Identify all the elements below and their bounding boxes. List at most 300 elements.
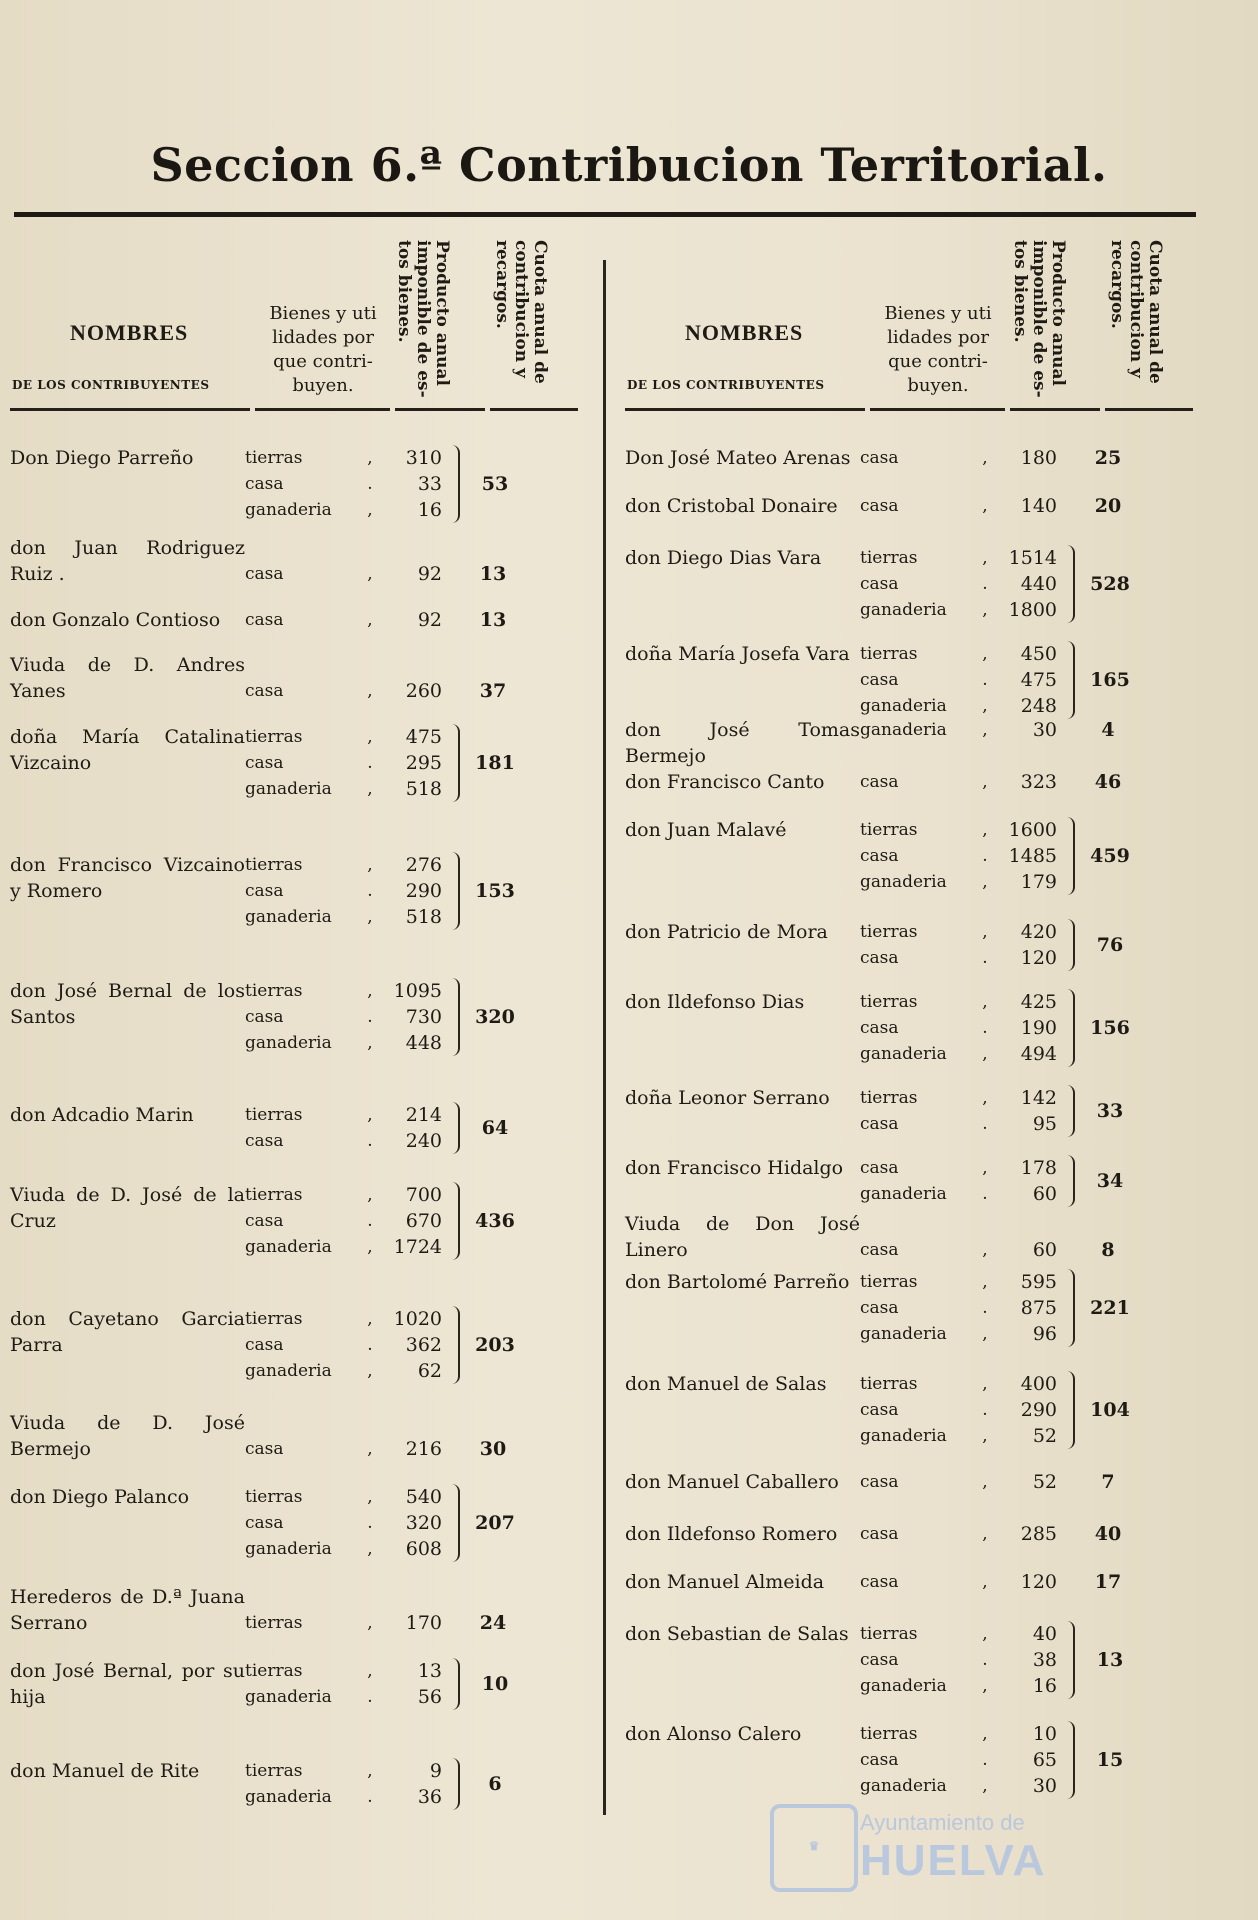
brace [1063, 1721, 1075, 1799]
asset-line [860, 1295, 995, 1321]
asset-line [245, 1484, 380, 1510]
quota-value: 24 [479, 1612, 507, 1634]
asset-line [245, 1684, 380, 1710]
product-value: 120 [1020, 947, 1057, 969]
asset-line [245, 1784, 380, 1810]
header-rule [255, 408, 390, 411]
product-value: 290 [405, 880, 442, 902]
product-value: 52 [1032, 1471, 1057, 1493]
brace [448, 724, 460, 802]
asset-line [860, 1085, 995, 1111]
table-row [10, 1306, 578, 1410]
title-rule [14, 212, 1196, 217]
asset-line [245, 978, 380, 1004]
contributor-name: don Manuel Caballero [625, 1471, 839, 1493]
column-divider [603, 260, 606, 1815]
asset-list [860, 817, 995, 895]
contributor-name: don Ildefonso Dias [625, 991, 805, 1013]
leader-dot: , [367, 1539, 373, 1559]
asset-type: casa [860, 574, 899, 594]
product-value: 518 [405, 778, 442, 800]
quota-value: 13 [479, 609, 507, 631]
quota-value: 46 [1094, 771, 1122, 793]
leader-dot: . [367, 474, 373, 494]
asset-type: casa [860, 1650, 899, 1670]
asset-type: casa [245, 1335, 284, 1355]
asset-type: tierras [860, 1272, 918, 1292]
asset-line [860, 989, 995, 1015]
product-value: 320 [405, 1512, 442, 1534]
product-value: 310 [405, 447, 442, 469]
quota-value: 20 [1094, 495, 1122, 517]
contributor-name: don Alonso Calero [625, 1723, 802, 1745]
asset-list [245, 1102, 380, 1154]
leader-dot: . [982, 1018, 988, 1038]
asset-line [860, 571, 995, 597]
table-row [10, 1484, 578, 1584]
product-value: 608 [405, 1538, 442, 1560]
asset-line [860, 1569, 995, 1595]
left-entries [10, 445, 578, 1828]
asset-line [245, 724, 380, 750]
leader-dot: . [982, 1114, 988, 1134]
product-value: 425 [1020, 991, 1057, 1013]
brace [448, 1610, 458, 1636]
product-value: 30 [1032, 1775, 1057, 1797]
product-values [380, 1102, 448, 1154]
names-header-title: NOMBRES [685, 320, 804, 345]
asset-list [245, 724, 380, 802]
leader-dot: . [982, 846, 988, 866]
quota-value: 76 [1096, 934, 1124, 956]
asset-line [245, 445, 380, 471]
contributor-name: don Manuel de Rite [10, 1760, 200, 1782]
asset-type: ganaderia [245, 1361, 332, 1381]
table-row [10, 1410, 578, 1484]
asset-type: ganaderia [860, 696, 947, 716]
asset-type: tierras [245, 1185, 303, 1205]
product-value: 16 [417, 499, 442, 521]
table-row [625, 769, 1195, 817]
leader-dot: , [982, 1524, 988, 1544]
product-value: 362 [405, 1334, 442, 1356]
product-value: 214 [405, 1104, 442, 1126]
table-row [625, 989, 1195, 1085]
contributor-name: don Diego Palanco [10, 1486, 190, 1508]
contributor-name: don Gonzalo Contioso [10, 609, 221, 631]
product-value: 170 [405, 1612, 442, 1634]
product-value: 260 [405, 680, 442, 702]
brace [1063, 1469, 1073, 1495]
asset-line [245, 1510, 380, 1536]
product-values [380, 724, 448, 802]
contributor-name: don Manuel de Salas [625, 1373, 827, 1395]
contributor-name: Don Diego Parreño [10, 447, 194, 469]
asset-line [245, 1208, 380, 1234]
product-value: 540 [405, 1486, 442, 1508]
leader-dot: . [367, 881, 373, 901]
table-row [10, 978, 578, 1102]
product-value: 142 [1020, 1087, 1057, 1109]
leader-dot: , [367, 1487, 373, 1507]
column-header [10, 240, 578, 405]
brace [1063, 445, 1073, 471]
product-values [995, 1621, 1063, 1699]
asset-line [860, 1181, 995, 1207]
product-values [995, 493, 1063, 519]
table-row [10, 852, 578, 978]
leader-dot: , [982, 1324, 988, 1344]
product-values [995, 1155, 1063, 1207]
producto-header: Producto anual imponible de es- tos bienes. [394, 240, 452, 398]
leader-dot: . [367, 1007, 373, 1027]
asset-type: casa [245, 881, 284, 901]
leader-dot: , [982, 1676, 988, 1696]
product-value: 730 [405, 1006, 442, 1028]
leader-dot: , [367, 448, 373, 468]
brace [448, 1436, 458, 1462]
product-value: 400 [1020, 1373, 1057, 1395]
product-value: 1095 [393, 980, 442, 1002]
asset-list [860, 769, 995, 795]
leader-dot: . [982, 1750, 988, 1770]
asset-line [860, 1397, 995, 1423]
table-row [10, 724, 578, 852]
asset-line [245, 1610, 380, 1636]
asset-list [245, 978, 380, 1056]
asset-line [245, 1128, 380, 1154]
header-rule [395, 408, 485, 411]
asset-line [860, 1773, 995, 1799]
bienes-header-line: lidades por [272, 327, 374, 348]
product-value: 240 [405, 1130, 442, 1152]
asset-line [860, 1521, 995, 1547]
asset-list [245, 607, 380, 633]
product-value: 440 [1020, 573, 1057, 595]
leader-dot: , [367, 1661, 373, 1681]
asset-type: casa [245, 753, 284, 773]
brace [1063, 717, 1073, 743]
asset-line [860, 1237, 995, 1263]
table-row [625, 1155, 1195, 1211]
names-header-subtitle: DE LOS CONTRIBUYENTES [627, 378, 825, 392]
table-row [625, 1621, 1195, 1721]
leader-dot: . [367, 1211, 373, 1231]
product-value: 248 [1020, 695, 1057, 717]
asset-line [245, 471, 380, 497]
asset-type: tierras [245, 448, 303, 468]
leader-dot: , [982, 644, 988, 664]
contributor-name: don Francisco Canto [625, 771, 825, 793]
asset-type: tierras [245, 1613, 303, 1633]
asset-line [245, 1358, 380, 1384]
product-values [995, 919, 1063, 971]
quota-value: 207 [475, 1512, 515, 1534]
asset-type: tierras [860, 1724, 918, 1744]
quota-value: 25 [1094, 447, 1122, 469]
asset-type: ganaderia [860, 600, 947, 620]
asset-type: casa [860, 448, 899, 468]
bienes-header-line: que contri- [888, 351, 988, 372]
leader-dot: . [982, 1184, 988, 1204]
asset-type: tierras [860, 1088, 918, 1108]
asset-list [860, 1371, 995, 1449]
brace [448, 561, 458, 587]
cuota-header: Cuota anual de contribucion y recargos. [1107, 240, 1165, 384]
table-row [625, 1269, 1195, 1371]
asset-list [860, 1155, 995, 1207]
asset-list [860, 1621, 995, 1699]
brace [1063, 1155, 1075, 1207]
asset-line [860, 1673, 995, 1699]
asset-line [860, 1111, 995, 1137]
asset-list [860, 1085, 995, 1137]
product-value: 60 [1032, 1183, 1057, 1205]
asset-line [860, 597, 995, 623]
asset-type: ganaderia [245, 500, 332, 520]
asset-list [245, 1758, 380, 1810]
asset-type: ganaderia [245, 779, 332, 799]
product-value: 518 [405, 906, 442, 928]
leader-dot: , [982, 1572, 988, 1592]
bienes-header [868, 302, 1008, 398]
product-values [380, 1610, 448, 1636]
asset-type: casa [860, 772, 899, 792]
quota-value: 528 [1090, 573, 1130, 595]
contributor-name: Viuda de D. Andres Yanes [10, 654, 245, 702]
product-value: 190 [1020, 1017, 1057, 1039]
product-value: 65 [1032, 1749, 1057, 1771]
asset-type: tierras [245, 855, 303, 875]
leader-dot: , [367, 1105, 373, 1125]
asset-list [245, 1182, 380, 1260]
leader-dot: , [982, 922, 988, 942]
asset-type: casa [245, 564, 284, 584]
asset-line [860, 667, 995, 693]
brace [448, 978, 460, 1056]
product-value: 36 [417, 1786, 442, 1808]
leader-dot: . [982, 670, 988, 690]
quota-value: 165 [1090, 669, 1130, 691]
brace [448, 607, 458, 633]
asset-line [860, 1371, 995, 1397]
quota-value: 37 [479, 680, 507, 702]
leader-dot: . [367, 1787, 373, 1807]
quota-value: 64 [481, 1117, 509, 1139]
asset-line [860, 1041, 995, 1067]
right-entries [625, 445, 1195, 1801]
asset-type: casa [860, 1572, 899, 1592]
bienes-header-line: Bienes y uti [884, 303, 992, 324]
asset-type: casa [245, 681, 284, 701]
bienes-header [253, 302, 393, 398]
product-values [995, 717, 1063, 743]
watermark [808, 1810, 1047, 1886]
coat-of-arms-icon: ♛ [770, 1804, 858, 1892]
contributor-name: don Francisco Hidalgo [625, 1157, 844, 1179]
contributor-name: don Juan Malavé [625, 819, 787, 841]
product-value: 475 [1020, 669, 1057, 691]
asset-line [860, 545, 995, 571]
product-value: 56 [417, 1686, 442, 1708]
contributor-name: doña Leonor Serrano [625, 1087, 830, 1109]
leader-dot: , [982, 1724, 988, 1744]
asset-type: ganaderia [245, 1687, 332, 1707]
product-value: 38 [1032, 1649, 1057, 1671]
leader-dot: , [982, 1776, 988, 1796]
asset-line [245, 750, 380, 776]
product-value: 40 [1032, 1623, 1057, 1645]
asset-type: casa [860, 1524, 899, 1544]
asset-type: ganaderia [245, 1237, 332, 1257]
product-value: 16 [1032, 1675, 1057, 1697]
leader-dot: , [982, 1426, 988, 1446]
asset-type: casa [860, 1750, 899, 1770]
product-value: 285 [1020, 1523, 1057, 1545]
asset-type: tierras [245, 981, 303, 1001]
product-values [380, 852, 448, 930]
leader-dot: , [367, 500, 373, 520]
product-values [380, 445, 448, 523]
brace [448, 1758, 460, 1810]
header-rule [625, 408, 865, 411]
table-row [625, 817, 1195, 919]
product-values [380, 678, 448, 704]
asset-type: casa [860, 846, 899, 866]
quota-value: 40 [1094, 1523, 1122, 1545]
quota-value: 13 [1096, 1649, 1124, 1671]
product-value: 60 [1032, 1239, 1057, 1261]
brace [1063, 493, 1073, 519]
asset-line [245, 1182, 380, 1208]
leader-dot: , [367, 727, 373, 747]
brace [448, 1306, 460, 1384]
asset-line [245, 1536, 380, 1562]
product-value: 670 [405, 1210, 442, 1232]
quota-value: 156 [1090, 1017, 1130, 1039]
asset-list [860, 717, 995, 743]
asset-type: tierras [245, 1761, 303, 1781]
brace [448, 1102, 460, 1154]
asset-list [245, 561, 380, 587]
product-values [995, 1371, 1063, 1449]
product-value: 13 [417, 1660, 442, 1682]
leader-dot: , [982, 872, 988, 892]
product-value: 62 [417, 1360, 442, 1382]
product-value: 323 [1020, 771, 1057, 793]
leader-dot: . [982, 1650, 988, 1670]
asset-type: ganaderia [245, 907, 332, 927]
asset-type: casa [860, 496, 899, 516]
leader-dot: , [367, 681, 373, 701]
asset-type: tierras [245, 1309, 303, 1329]
asset-list [860, 445, 995, 471]
product-values [995, 1085, 1063, 1137]
product-values [380, 1658, 448, 1710]
contributor-name: don Cristobal Donaire [625, 495, 838, 517]
product-value: 1020 [393, 1308, 442, 1330]
leader-dot: , [982, 720, 988, 740]
product-values [380, 1182, 448, 1260]
brace [1063, 1085, 1075, 1137]
brace [1063, 545, 1075, 623]
asset-line [245, 776, 380, 802]
product-values [995, 1269, 1063, 1347]
leader-dot: . [982, 1400, 988, 1420]
asset-line [860, 493, 995, 519]
table-row [10, 652, 578, 724]
leader-dot: , [982, 548, 988, 568]
asset-type: casa [860, 1158, 899, 1178]
product-values [995, 1521, 1063, 1547]
contributor-name: Viuda de Don José Linero [625, 1213, 860, 1261]
brace [1063, 919, 1075, 971]
asset-list [245, 1610, 380, 1636]
asset-type: ganaderia [860, 1324, 947, 1344]
contributor-name: don Diego Dias Vara [625, 547, 822, 569]
product-values [380, 561, 448, 587]
product-values [380, 1436, 448, 1462]
asset-line [245, 1030, 380, 1056]
table-row [625, 1371, 1195, 1469]
asset-type: ganaderia [245, 1033, 332, 1053]
quota-value: 4 [1101, 719, 1115, 741]
brace [1063, 1269, 1075, 1347]
asset-list [245, 1306, 380, 1384]
asset-line [860, 445, 995, 471]
leader-dot: , [982, 1272, 988, 1292]
product-values [995, 1721, 1063, 1799]
header-rule [490, 408, 578, 411]
table-row [625, 445, 1195, 493]
header-rule [1010, 408, 1100, 411]
asset-line [860, 641, 995, 667]
right-column [625, 240, 1195, 1801]
leader-dot: . [367, 1131, 373, 1151]
product-value: 33 [417, 473, 442, 495]
brace [1063, 1237, 1073, 1263]
brace [1063, 817, 1075, 895]
asset-line [860, 769, 995, 795]
asset-line [860, 1647, 995, 1673]
asset-list [860, 1269, 995, 1347]
quota-value: 33 [1096, 1100, 1124, 1122]
leader-dot: , [367, 779, 373, 799]
leader-dot: . [982, 1298, 988, 1318]
product-value: 10 [1032, 1723, 1057, 1745]
bienes-header-line: lidades por [887, 327, 989, 348]
asset-line [860, 693, 995, 719]
product-value: 1600 [1008, 819, 1057, 841]
quota-value: 17 [1094, 1571, 1122, 1593]
asset-line [860, 1321, 995, 1347]
product-value: 52 [1032, 1425, 1057, 1447]
table-row [10, 1584, 578, 1658]
contributor-name: don Manuel Almeida [625, 1571, 825, 1593]
asset-list [245, 852, 380, 930]
asset-line [860, 919, 995, 945]
quota-value: 30 [479, 1438, 507, 1460]
product-value: 276 [405, 854, 442, 876]
bienes-header-line: que contri- [273, 351, 373, 372]
table-row [625, 1211, 1195, 1269]
asset-type: casa [860, 1400, 899, 1420]
table-row [10, 535, 578, 607]
product-values [995, 769, 1063, 795]
asset-line [860, 843, 995, 869]
table-row [10, 1102, 578, 1182]
leader-dot: , [367, 610, 373, 630]
